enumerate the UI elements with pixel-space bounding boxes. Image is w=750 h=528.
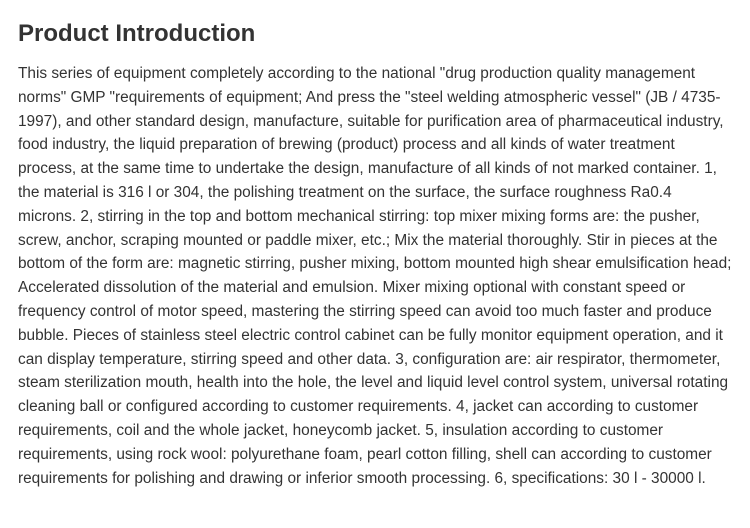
- section-title: Product Introduction: [18, 20, 256, 47]
- product-introduction-section: [18, 18, 734, 490]
- product-description: This series of equipment completely according to the national "drug production quality management norms" GMP "requirements of equipment; And press the "steel welding atmospheric vessel" (JB / 4735-1997), and other standard design, manufacture, suitable for purification area of pharmaceutical industry, food industry, the liquid preparation of brewing (product) process and all kinds of water treatment process, at the same time to undertake the design, manufacture of all kinds of not marked container. 1, the material is 316 l or 304, the polishing treatment on the surface, the surface roughness Ra0.4 microns. 2, stirring in the top and bottom mechanical stirring: top mixer mixing forms are: the pusher, screw, anchor, scraping mounted or paddle mixer, etc.; Mix the material thoroughly. Stir in pieces at the bottom of the form are: magnetic stirring, pusher mixing, bottom mounted high shear emulsification head; Accelerated dissolution of the material and emulsion. Mixer mixing optional with constant speed or frequency control of motor speed, mastering the stirring speed can avoid too much faster and produce bubble. Pieces of stainless steel electric control cabinet can be fully monitor equipment operation, and it can display temperature, stirring speed and other data. 3, configuration are: air respirator, thermometer, steam sterilization mouth, health into the hole, the level and liquid level control system, universal rotating cleaning ball or configured according to customer requirements. 4, jacket can according to customer requirements, coil and the whole jacket, honeycomb jacket. 5, insulation according to customer requirements, using rock wool: polyurethane foam, pearl cotton filling, shell can according to customer requirements for polishing and drawing or inferior smooth processing. 6, specifications: 30 l - 30000 l.: [18, 65, 732, 487]
